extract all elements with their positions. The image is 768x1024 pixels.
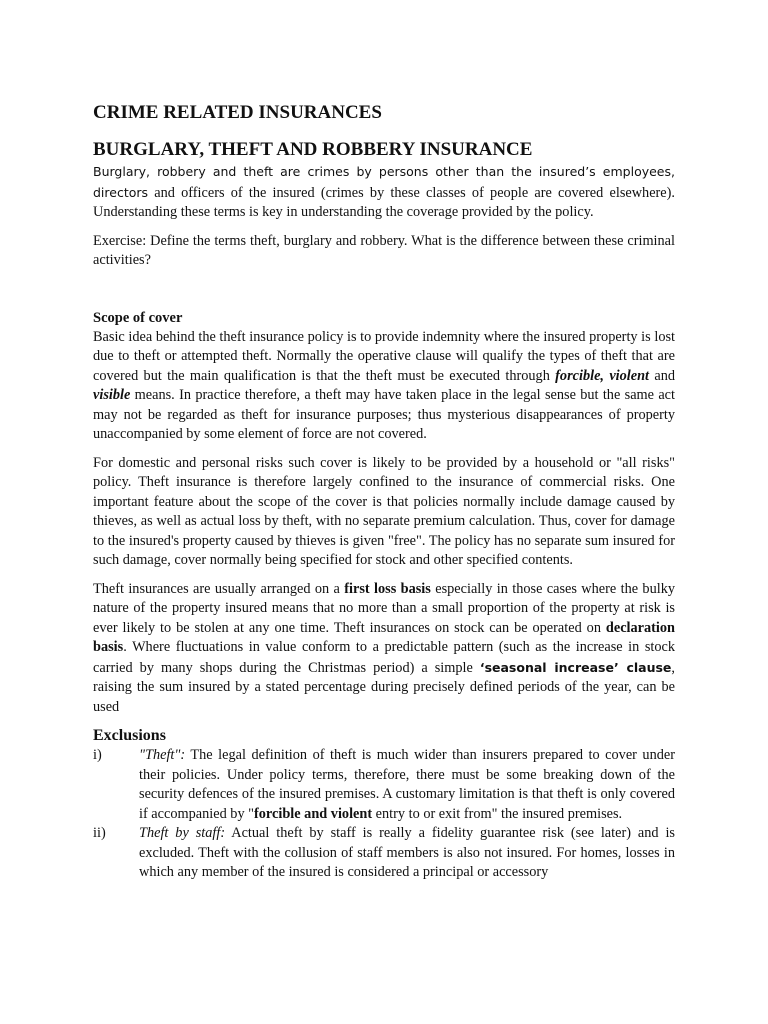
- exclusion-number: ii): [93, 825, 106, 841]
- first-loss-basis-term: first loss basis: [344, 580, 431, 597]
- scope-heading: Scope of cover: [93, 309, 183, 326]
- page-title: CRIME RELATED INSURANCES: [93, 102, 382, 123]
- seasonal-increase-term: ‘seasonal increase’ clause: [479, 659, 672, 675]
- declaration-basis-term: declaration basis: [93, 619, 675, 655]
- exclusions-heading: Exclusions: [93, 727, 166, 744]
- document-body: [93, 100, 675, 883]
- intro-rest: and officers of the insured (crimes by these classes of people are covered elsewhere). Understanding these terms is key in understanding the coverage provided by the policy.: [93, 184, 675, 220]
- exclusion-number: i): [93, 747, 102, 763]
- scope-p3-text-c: . Where fluctuations in value conform to a predictable pattern (such as the increase in stock carried by many shops during the Christmas period) a simple: [93, 639, 675, 676]
- exclusion-label: "Theft":: [139, 747, 186, 763]
- scope-p1-and: and: [649, 367, 675, 384]
- scope-p3-text-b: especially in those cases where the bulky nature of the property insured means that no more than a small proportion of the property at risk is ever likely to be stolen at any one time. Theft insurances on stock can be operated on: [93, 580, 675, 636]
- scope-p1-text-b: means. In practice therefore, a theft may have taken place in the legal sense but the same act may not be regarded as theft for insurance purposes; thus mysterious disappearances of property unaccompanied by some element of force are not covered.: [93, 387, 675, 442]
- exclusion-text: [139, 824, 675, 883]
- scope-paragraph-3: [93, 580, 675, 718]
- exercise-paragraph: Exercise: Define the terms theft, burglary and robbery. What is the difference between these criminal activities?: [93, 232, 675, 268]
- scope-p1-emphasis-1: forcible, violent: [555, 367, 650, 384]
- exclusion-text-a: The legal definition of theft is much wider than insurers prepared to cover under their policies. Under policy terms, therefore, there must be some breaking down of the security defences of the insured premises. A customary limitation is that theft is only covered if accompanied by ": [139, 747, 675, 822]
- exclusion-text-a: Actual theft by staff is really a fidelity guarantee risk (see later) and is excluded. Theft with the collusion of staff members is also not insured. For homes, losses in which any member of the insured is considered a principal or accessory: [139, 825, 675, 880]
- exclusion-label: Theft by staff:: [139, 825, 226, 841]
- exclusion-bold: forcible and violent: [254, 805, 373, 822]
- section-title: BURGLARY, THEFT AND ROBBERY INSURANCE: [93, 139, 533, 160]
- scope-p1-text-a: Basic idea behind the theft insurance policy is to provide indemnity where the insured property is lost due to theft or attempted theft. Normally the operative clause will qualify the types of theft that are covered but the main qualification is that the theft must be executed through: [93, 328, 675, 384]
- scope-p3-text-d: , raising the sum insured by a stated percentage during precisely defined periods of the year, can be used: [93, 659, 675, 715]
- intro-lead: Burglary, robbery and theft are crimes by persons other than the insured’s employees, directors: [93, 164, 675, 200]
- exclusion-item: [93, 746, 675, 824]
- exclusion-item: [93, 824, 675, 883]
- exclusion-text-b: entry to or exit from" the insured premises.: [372, 805, 623, 822]
- scope-paragraph-1: [93, 328, 675, 445]
- scope-p1-emphasis-2: visible: [93, 387, 131, 403]
- exclusion-text: [139, 746, 675, 824]
- intro-paragraph: [93, 162, 675, 223]
- scope-p3-text-a: Theft insurances are usually arranged on a: [93, 580, 345, 597]
- scope-paragraph-2: For domestic and personal risks such cover is likely to be provided by a household or "all risks" policy. Theft insurance is therefore largely confined to the insurance of commercial risks. One important feature about the scope of the cover is that policies normally include damage caused by thieves, as well as actual loss by theft, with no separate premium calculation. Thus, cover for damage to the insured's property caused by thieves is given "free". The policy has no separate sum insured for such damage, cover normally being specified for stock and other specified contents.: [93, 454, 675, 568]
